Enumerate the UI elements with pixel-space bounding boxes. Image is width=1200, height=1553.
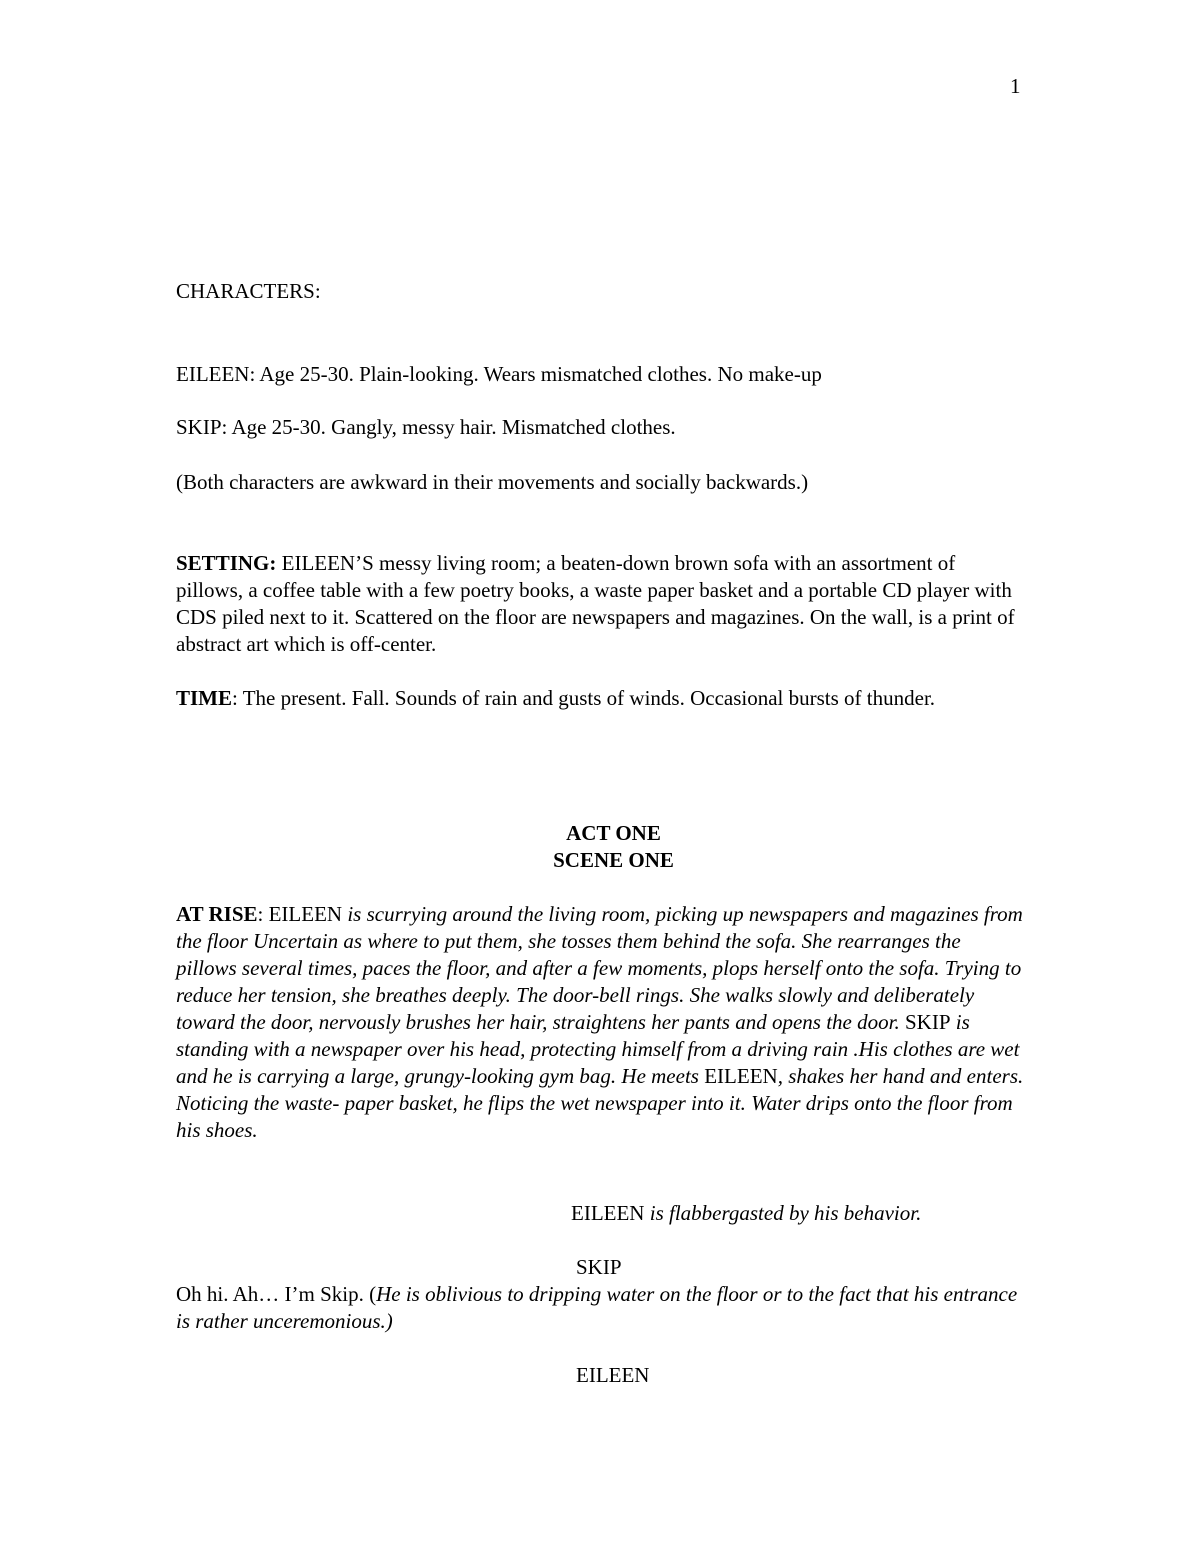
at-rise-text-3: , shakes her hand and enters. Noticing the waste- paper basket, he flips the wet newspaper into it. Water drips onto the floor from his shoes. (176, 1064, 1024, 1142)
characters-note: (Both characters are awkward in their movements and socially backwards.) (176, 470, 809, 494)
at-rise-name-eileen-2: EILEEN (704, 1064, 778, 1088)
at-rise-name-eileen: EILEEN (268, 902, 343, 926)
dialogue-skip-direction: He is oblivious to dripping water on the floor or to the fact that his entrance is rather unceremonious.) (176, 1282, 1018, 1333)
at-rise-name-skip: SKIP (904, 1010, 951, 1034)
speaker-eileen: EILEEN (576, 1363, 650, 1387)
stage-direction-text: is flabbergasted by his behavior. (644, 1201, 922, 1225)
time-paragraph (176, 685, 1026, 712)
page-number: 1 (1010, 74, 1021, 98)
time-label: TIME (176, 686, 233, 710)
dialogue-skip (176, 1281, 1026, 1335)
stage-direction (571, 1200, 921, 1227)
setting-text: EILEEN’S messy living room; a beaten-down brown sofa with an assortment of pillows, a coffee table with a few poetry books, a waste paper basket and a portable CD player with CDS piled next to it. Scattered on the floor are newspapers and magazines. On the wall, is a print of abstract art which is off-center. (176, 551, 1015, 656)
character-eileen: EILEEN: Age 25-30. Plain-looking. Wears mismatched clothes. No make-up (176, 362, 822, 386)
scene-title: SCENE ONE (553, 848, 674, 872)
character-skip: SKIP: Age 25-30. Gangly, messy hair. Mismatched clothes. (176, 415, 676, 439)
characters-heading: CHARACTERS: (176, 279, 321, 303)
at-rise-label: AT RISE (176, 902, 258, 926)
at-rise-text-2: is standing with a newspaper over his head, protecting himself from a driving rain .His clothes are wet and he is carrying a large, grungy-looking gym bag. He meets (176, 1010, 1020, 1088)
time-text: : The present. Fall. Sounds of rain and gusts of winds. Occasional bursts of thunder. (232, 686, 936, 710)
at-rise-text-1: is scurrying around the living room, picking up newspapers and magazines from the floor Uncertain as where to put them, she tosses them behind the sofa. She rearranges the pillows several times, paces the floor, and after a few moments, plops herself onto the sofa. Trying to reduce her tension, she breathes deeply. The door-bell rings. She walks slowly and deliberately toward the door, nervously brushes her hair, straightens her pants and opens the door. (176, 902, 1023, 1034)
at-rise-paragraph (176, 901, 1026, 1144)
setting-label: SETTING: (176, 551, 277, 575)
setting-paragraph (176, 550, 1026, 658)
act-title: ACT ONE (566, 821, 661, 845)
stage-direction-name: EILEEN (571, 1201, 645, 1225)
at-rise-colon: : (257, 902, 269, 926)
speaker-skip: SKIP (576, 1255, 622, 1279)
dialogue-skip-line: Oh hi. Ah… I’m Skip. ( (176, 1282, 377, 1306)
